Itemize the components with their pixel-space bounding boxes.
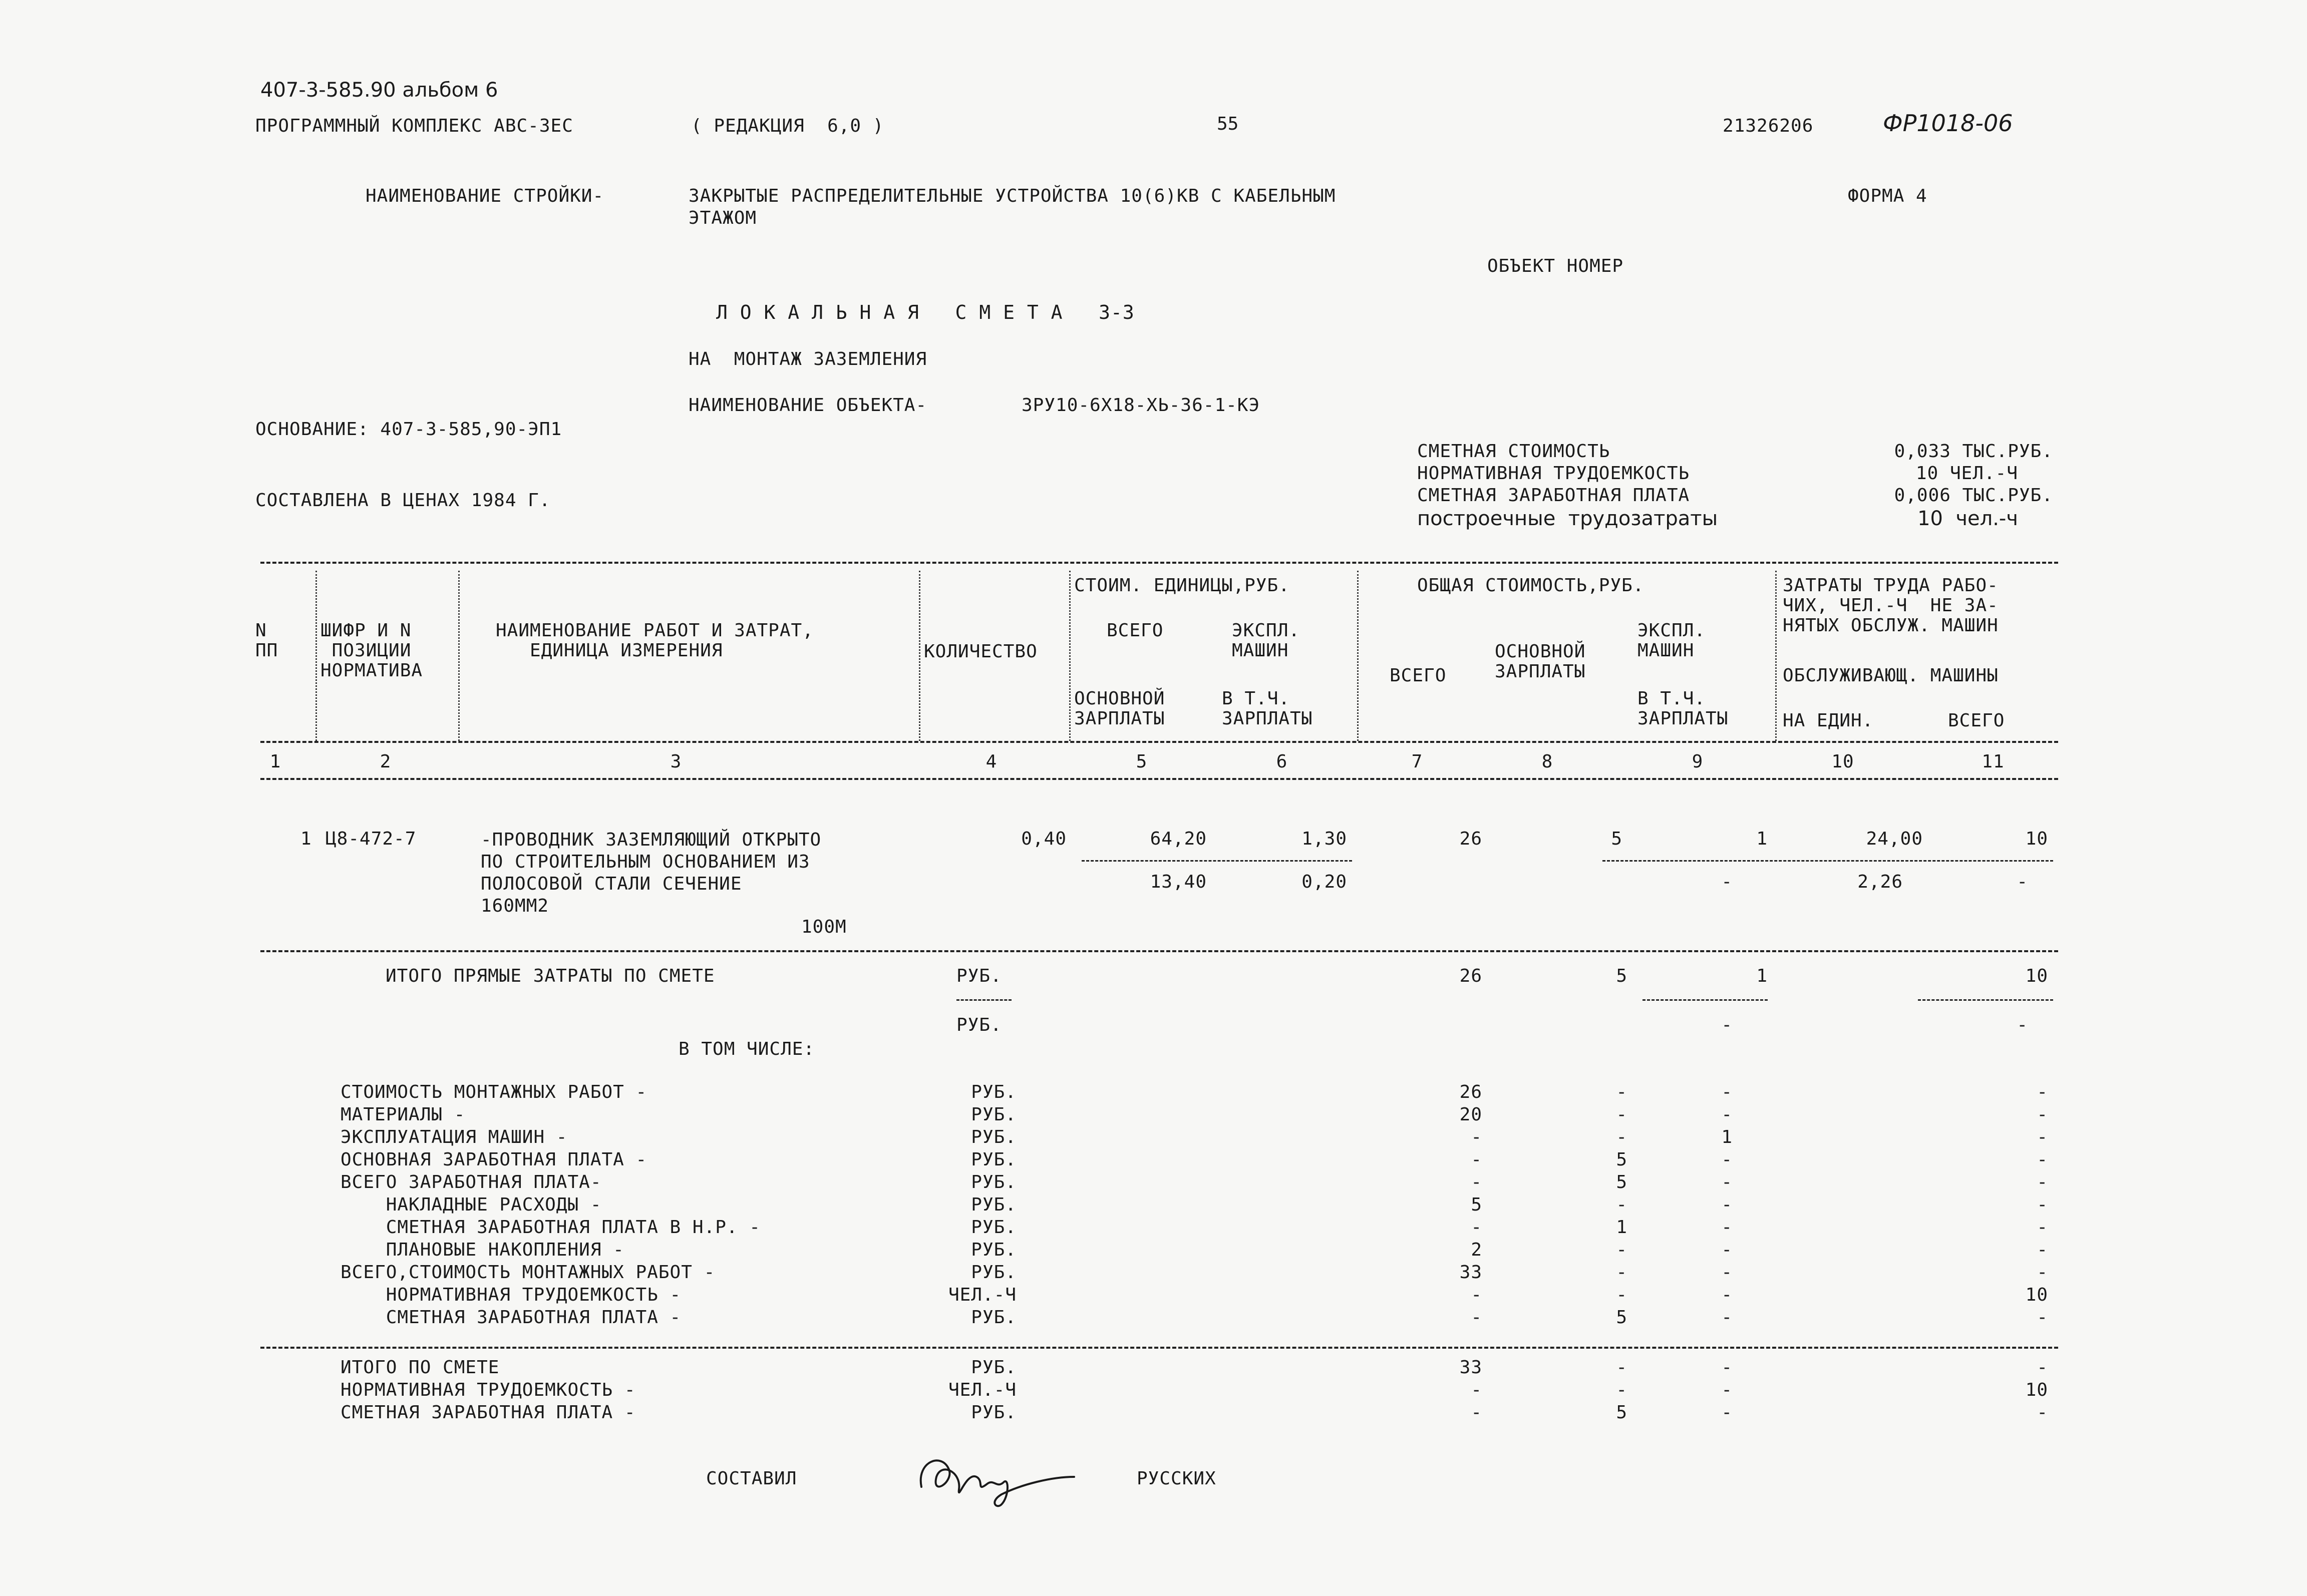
line-machines: - (1721, 1240, 1733, 1260)
row-quantity: 0,40 (1021, 829, 1067, 849)
column-number-rule (260, 778, 2058, 780)
line-machines: 1 (1721, 1127, 1733, 1147)
line-machines: - (1721, 1104, 1733, 1125)
line-total-all: - (1471, 1380, 1482, 1400)
row-unit: 100М (801, 917, 847, 937)
line-total-all: - (1471, 1149, 1482, 1170)
document-code: 21326206 (1723, 116, 1814, 136)
compiled-by-label: СОСТАВИЛ (706, 1468, 797, 1489)
line-base-wage: 5 (1616, 1402, 1627, 1423)
column-divider (315, 571, 317, 741)
header-total-cost: ОБЩАЯ СТОИМОСТЬ,РУБ. (1417, 575, 1644, 596)
line-total-all: - (1471, 1402, 1482, 1423)
direct-costs-machines: 1 (1756, 966, 1768, 986)
line-unit: РУБ. (971, 1240, 1017, 1260)
line-label: СМЕТНАЯ ЗАРАБОТНАЯ ПЛАТА В Н.Р. - (341, 1217, 761, 1238)
column-divider (1069, 571, 1071, 741)
line-unit: РУБ. (971, 1104, 1017, 1125)
column-number: 6 (1276, 751, 1288, 772)
column-number: 10 (1831, 751, 1854, 772)
line-label: НАКЛАДНЫЕ РАСХОДЫ - (341, 1194, 602, 1215)
line-unit: РУБ. (971, 1149, 1017, 1170)
line-total-all: - (1471, 1285, 1482, 1305)
document-title: Л О К А Л Ь Н А Я С М Е Т А 3-3 (716, 301, 1135, 323)
header-code: ШИФР И N ПОЗИЦИИ НОРМАТИВА (320, 620, 423, 681)
line-label: СМЕТНАЯ ЗАРАБОТНАЯ ПЛАТА - (341, 1307, 682, 1328)
line-total-all: - (1471, 1172, 1482, 1192)
column-number: 7 (1411, 751, 1423, 772)
line-labor: - (2037, 1262, 2048, 1283)
column-number: 3 (670, 751, 682, 772)
row-total-base-wage: 5 (1611, 829, 1622, 849)
page-number: 55 (1217, 114, 1239, 134)
summary-label: построечные трудозатраты (1417, 507, 1718, 530)
row-total-incl-wage: - (1721, 872, 1733, 892)
row-unit-machines: 1,30 (1301, 829, 1347, 849)
line-unit: РУБ. (971, 1262, 1017, 1283)
line-machines: - (1721, 1357, 1733, 1378)
column-divider (1357, 571, 1359, 741)
line-base-wage: - (1616, 1285, 1627, 1305)
object-name: ЗРУ10-6Х18-ХЬ-36-1-КЭ (1022, 395, 1260, 416)
line-base-wage: - (1616, 1082, 1627, 1102)
project-label: НАИМЕНОВАНИЕ СТРОЙКИ- (366, 186, 604, 206)
line-labor: - (2037, 1149, 2048, 1170)
header-labor-serv: ОБСЛУЖИВАЮЩ. МАШИНЫ (1783, 665, 1999, 686)
line-labor: - (2037, 1172, 2048, 1192)
row-total-machines: 1 (1756, 829, 1768, 849)
line-base-wage: - (1616, 1127, 1627, 1147)
line-label: МАТЕРИАЛЫ - (341, 1104, 466, 1125)
handwritten-stamp: ФР1018-06 (1883, 110, 2013, 137)
header-labor: ЗАТРАТЫ ТРУДА РАБО- ЧИХ, ЧЕЛ.-Ч НЕ ЗА- НЯТЫХ ОБСЛУЖ. МАШИН (1783, 575, 1999, 636)
line-labor: - (2037, 1082, 2048, 1102)
direct-costs-all: 26 (1459, 966, 1482, 986)
line-label: ИТОГО ПО СМЕТЕ (341, 1357, 500, 1378)
line-unit: РУБ. (971, 1357, 1017, 1378)
line-unit: РУБ. (971, 1194, 1017, 1215)
final-rule (260, 1347, 2058, 1349)
line-base-wage: - (1616, 1194, 1627, 1215)
line-label: ОСНОВНАЯ ЗАРАБОТНАЯ ПЛАТА - (341, 1149, 647, 1170)
direct-costs-labor-2: - (2017, 1015, 2028, 1035)
header-total-all: ВСЕГО (1390, 665, 1447, 686)
row-code: Ц8-472-7 (325, 829, 417, 849)
line-total-all: 20 (1459, 1104, 1482, 1125)
line-labor: - (2037, 1194, 2048, 1215)
header-n-pp: N ПП (255, 620, 278, 661)
line-base-wage: - (1616, 1357, 1627, 1378)
line-labor: - (2037, 1402, 2048, 1423)
line-machines: - (1721, 1307, 1733, 1328)
header-rule (260, 741, 2058, 743)
row-total-all: 26 (1459, 829, 1482, 849)
cell-divider (1082, 860, 1352, 862)
line-total-all: - (1471, 1217, 1482, 1238)
column-divider (1775, 571, 1777, 741)
direct-costs-unit: РУБ. (956, 1015, 1002, 1035)
row-unit-incl-wage: 0,20 (1301, 872, 1347, 892)
column-divider (458, 571, 460, 741)
column-number: 8 (1541, 751, 1553, 772)
signature-icon (901, 1442, 1082, 1517)
line-unit: РУБ. (971, 1172, 1017, 1192)
column-number: 9 (1692, 751, 1704, 772)
row-number: 1 (300, 829, 312, 849)
summary-label: СМЕТНАЯ СТОИМОСТЬ (1417, 441, 1610, 462)
row-labor-total-2: - (2017, 872, 2028, 892)
line-labor: - (2037, 1217, 2048, 1238)
column-divider (919, 571, 920, 741)
line-total-all: 26 (1459, 1082, 1482, 1102)
price-level: СОСТАВЛЕНА В ЦЕНАХ 1984 Г. (255, 490, 551, 511)
row-labor-unit-2: 2,26 (1857, 872, 1903, 892)
object-label: НАИМЕНОВАНИЕ ОБЪЕКТА- (689, 395, 927, 416)
header-total-incl-wage: В Т.Ч. ЗАРПЛАТЫ (1637, 688, 1729, 729)
line-machines: - (1721, 1402, 1733, 1423)
line-label: ВСЕГО ЗАРАБОТНАЯ ПЛАТА- (341, 1172, 602, 1192)
line-labor: 10 (2025, 1380, 2048, 1400)
compiler-name: РУССКИХ (1137, 1468, 1216, 1489)
summary-label: СМЕТНАЯ ЗАРАБОТНАЯ ПЛАТА (1417, 485, 1690, 506)
line-machines: - (1721, 1082, 1733, 1102)
program-name: ПРОГРАММНЫЙ КОМПЛЕКС АВС-3ЕС (255, 116, 573, 136)
document-reference: 407-3-585.90 альбом 6 (260, 79, 498, 102)
line-machines: - (1721, 1172, 1733, 1192)
line-machines: - (1721, 1194, 1733, 1215)
table-top-rule (260, 562, 2058, 564)
line-total-all: 2 (1471, 1240, 1482, 1260)
line-unit: РУБ. (971, 1307, 1017, 1328)
row-labor-total: 10 (2025, 829, 2048, 849)
line-machines: - (1721, 1217, 1733, 1238)
header-unit-incl-wage: В Т.Ч. ЗАРПЛАТЫ (1222, 688, 1313, 729)
header-total-machines: ЭКСПЛ. МАШИН (1637, 620, 1706, 661)
line-labor: - (2037, 1127, 2048, 1147)
line-total-all: 33 (1459, 1262, 1482, 1283)
summary-value: 0,006 ТЫС.РУБ. (1894, 485, 2053, 506)
summary-value: 0,033 ТЫС.РУБ. (1894, 441, 2053, 462)
line-total-all: 33 (1459, 1357, 1482, 1378)
row-work-name: -ПРОВОДНИК ЗАЗЕМЛЯЮЩИЙ ОТКРЫТО ПО СТРОИТЕЛЬНЫМ ОСНОВАНИЕМ ИЗ ПОЛОСОВОЙ СТАЛИ СЕЧЕНИЕ 160ММ2 (481, 830, 822, 916)
row-rule (260, 950, 2058, 952)
line-total-all: 5 (1471, 1194, 1482, 1215)
object-number: ОБЪЕКТ НОМЕР (1487, 256, 1624, 276)
summary-value: 10 чел.-ч (1917, 507, 2018, 530)
column-number: 4 (985, 751, 998, 772)
line-base-wage: 5 (1616, 1149, 1627, 1170)
edition: ( РЕДАКЦИЯ 6,0 ) (691, 116, 884, 136)
line-label: ЭКСПЛУАТАЦИЯ МАШИН - (341, 1127, 568, 1147)
line-unit: РУБ. (971, 1127, 1017, 1147)
line-unit: РУБ. (971, 1217, 1017, 1238)
line-unit: РУБ. (971, 1082, 1017, 1102)
line-base-wage: - (1616, 1104, 1627, 1125)
line-unit: ЧЕЛ.-Ч (948, 1285, 1017, 1305)
direct-costs-label: ИТОГО ПРЯМЫЕ ЗАТРАТЫ ПО СМЕТЕ (386, 966, 715, 986)
including-heading: В ТОМ ЧИСЛЕ: (679, 1039, 815, 1059)
header-unit-cost: СТОИМ. ЕДИНИЦЫ,РУБ. (1074, 575, 1290, 596)
line-label: СТОИМОСТЬ МОНТАЖНЫХ РАБОТ - (341, 1082, 647, 1102)
summary-label: НОРМАТИВНАЯ ТРУДОЕМКОСТЬ (1417, 463, 1690, 484)
header-quantity: КОЛИЧЕСТВО (924, 641, 1038, 662)
line-labor: - (2037, 1307, 2048, 1328)
column-number: 5 (1136, 751, 1148, 772)
row-unit-total: 64,20 (1150, 829, 1207, 849)
cell-divider (1602, 860, 2053, 862)
line-base-wage: 5 (1616, 1307, 1627, 1328)
line-machines: - (1721, 1262, 1733, 1283)
cell-divider (1918, 999, 2053, 1001)
project-name-line1: ЗАКРЫТЫЕ РАСПРЕДЕЛИТЕЛЬНЫЕ УСТРОЙСТВА 10(6)КВ С КАБЕЛЬНЫМ (689, 186, 1336, 206)
cell-divider (1642, 999, 1768, 1001)
direct-costs-unit: РУБ. (956, 966, 1002, 986)
direct-costs-incl: - (1721, 1015, 1733, 1035)
header-unit-total: ВСЕГО (1107, 620, 1164, 641)
header-work-name: НАИМЕНОВАНИЕ РАБОТ И ЗАТРАТ, ЕДИНИЦА ИЗМЕРЕНИЯ (496, 620, 814, 661)
line-machines: - (1721, 1380, 1733, 1400)
line-base-wage: 5 (1616, 1172, 1627, 1192)
column-number: 1 (269, 751, 281, 772)
line-label: ВСЕГО,СТОИМОСТЬ МОНТАЖНЫХ РАБОТ - (341, 1262, 716, 1283)
line-label: НОРМАТИВНАЯ ТРУДОЕМКОСТЬ - (341, 1285, 682, 1305)
summary-value: 10 ЧЕЛ.-Ч (1915, 463, 2018, 484)
line-label: СМЕТНАЯ ЗАРАБОТНАЯ ПЛАТА - (341, 1402, 636, 1423)
header-labor-unit: НА ЕДИН. (1783, 710, 1874, 731)
header-total-base-wage: ОСНОВНОЙ ЗАРПЛАТЫ (1495, 641, 1586, 682)
line-labor: - (2037, 1357, 2048, 1378)
line-total-all: - (1471, 1307, 1482, 1328)
line-base-wage: - (1616, 1380, 1627, 1400)
line-labor: 10 (2025, 1285, 2048, 1305)
direct-costs-base: 5 (1616, 966, 1627, 986)
work-title: НА МОНТАЖ ЗАЗЕМЛЕНИЯ (689, 349, 927, 369)
cell-divider (956, 999, 1012, 1001)
line-label: ПЛАНОВЫЕ НАКОПЛЕНИЯ - (341, 1240, 624, 1260)
line-base-wage: - (1616, 1240, 1627, 1260)
line-unit: ЧЕЛ.-Ч (948, 1380, 1017, 1400)
column-number: 11 (1982, 751, 2005, 772)
line-unit: РУБ. (971, 1402, 1017, 1423)
basis: ОСНОВАНИЕ: 407-3-585,90-ЭП1 (255, 419, 562, 440)
header-unit-base-wage: ОСНОВНОЙ ЗАРПЛАТЫ (1074, 688, 1165, 729)
line-machines: - (1721, 1285, 1733, 1305)
row-labor-unit: 24,00 (1866, 829, 1923, 849)
column-number: 2 (380, 751, 392, 772)
line-labor: - (2037, 1240, 2048, 1260)
line-total-all: - (1471, 1127, 1482, 1147)
project-name-line2: ЭТАЖОМ (689, 208, 757, 228)
header-labor-total: ВСЕГО (1948, 710, 2005, 731)
row-unit-base-wage: 13,40 (1150, 872, 1207, 892)
line-labor: - (2037, 1104, 2048, 1125)
direct-costs-labor: 10 (2025, 966, 2048, 986)
line-machines: - (1721, 1149, 1733, 1170)
line-base-wage: 1 (1616, 1217, 1627, 1238)
form-number: ФОРМА 4 (1848, 186, 1927, 206)
line-base-wage: - (1616, 1262, 1627, 1283)
header-unit-machines: ЭКСПЛ. МАШИН (1232, 620, 1300, 661)
line-label: НОРМАТИВНАЯ ТРУДОЕМКОСТЬ - (341, 1380, 636, 1400)
